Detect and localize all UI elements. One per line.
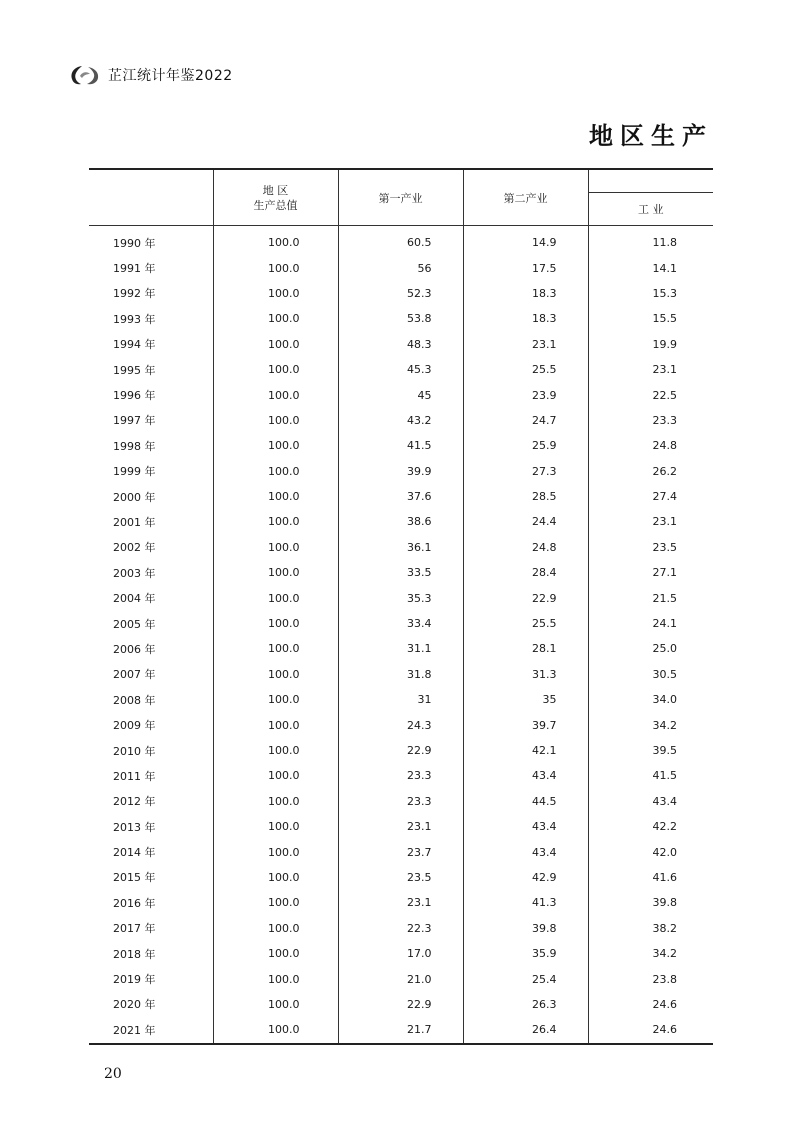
- cell-gdp: 100.0: [213, 712, 338, 737]
- cell-industry: 39.5: [588, 738, 713, 763]
- cell-gdp: 100.0: [213, 839, 338, 864]
- cell-year: 1991 年: [113, 262, 156, 276]
- cell-secondary: 39.7: [463, 712, 588, 737]
- swirl-logo-icon: [68, 63, 102, 87]
- cell-primary: 52.3: [338, 281, 463, 306]
- cell-gdp: 100.0: [213, 1017, 338, 1043]
- cell-secondary: 27.3: [463, 459, 588, 484]
- cell-gdp: 100.0: [213, 585, 338, 610]
- table-row: [89, 433, 713, 458]
- cell-gdp: 100.0: [213, 789, 338, 814]
- cell-gdp: 100.0: [213, 509, 338, 534]
- cell-primary: 33.5: [338, 560, 463, 585]
- cell-industry: 23.8: [588, 966, 713, 991]
- cell-primary: 45: [338, 382, 463, 407]
- cell-industry: 43.4: [588, 789, 713, 814]
- cell-primary: 17.0: [338, 941, 463, 966]
- cell-year: 2017 年: [113, 922, 156, 936]
- cell-industry: 27.4: [588, 484, 713, 509]
- cell-secondary: 41.3: [463, 890, 588, 915]
- book-title: 芷江统计年鉴2022: [108, 68, 233, 84]
- table-row: [89, 662, 713, 687]
- cell-gdp: 100.0: [213, 535, 338, 560]
- cell-gdp: 100.0: [213, 382, 338, 407]
- cell-primary: 53.8: [338, 306, 463, 331]
- cell-secondary: 18.3: [463, 281, 588, 306]
- cell-year: 2019 年: [113, 973, 156, 987]
- cell-primary: 23.1: [338, 890, 463, 915]
- cell-industry: 42.2: [588, 814, 713, 839]
- cell-secondary: 26.4: [463, 1017, 588, 1043]
- cell-year: 2004 年: [113, 592, 156, 606]
- table-row: [89, 382, 713, 407]
- table-row: [89, 357, 713, 382]
- cell-gdp: 100.0: [213, 890, 338, 915]
- table-row: [89, 712, 713, 737]
- cell-year: 2003 年: [113, 566, 156, 580]
- cell-gdp: 100.0: [213, 560, 338, 585]
- cell-primary: 22.9: [338, 738, 463, 763]
- cell-industry: 15.3: [588, 281, 713, 306]
- table-row: [89, 890, 713, 915]
- cell-year: 2011 年: [113, 769, 156, 783]
- cell-primary: 31: [338, 687, 463, 712]
- table-row: [89, 560, 713, 585]
- cell-secondary: 25.5: [463, 611, 588, 636]
- cell-secondary: 25.9: [463, 433, 588, 458]
- cell-industry: 34.0: [588, 687, 713, 712]
- header-region-line1: 地 区: [262, 183, 289, 197]
- cell-industry: 39.8: [588, 890, 713, 915]
- header-region-gdp: [213, 169, 338, 226]
- cell-gdp: 100.0: [213, 433, 338, 458]
- cell-year: 1993 年: [113, 312, 156, 326]
- cell-primary: 31.8: [338, 662, 463, 687]
- table-row: [89, 738, 713, 763]
- table-row: [89, 332, 713, 357]
- cell-primary: 23.3: [338, 789, 463, 814]
- cell-secondary: 24.8: [463, 535, 588, 560]
- table-row: [89, 814, 713, 839]
- cell-industry: 38.2: [588, 916, 713, 941]
- cell-primary: 24.3: [338, 712, 463, 737]
- table-row: [89, 992, 713, 1017]
- cell-industry: 30.5: [588, 662, 713, 687]
- cell-gdp: 100.0: [213, 484, 338, 509]
- cell-primary: 36.1: [338, 535, 463, 560]
- cell-year: 1994 年: [113, 338, 156, 352]
- table-body: [89, 226, 713, 1044]
- cell-year: 2018 年: [113, 947, 156, 961]
- table-row: [89, 611, 713, 636]
- cell-industry: 41.5: [588, 763, 713, 788]
- cell-gdp: 100.0: [213, 992, 338, 1017]
- cell-industry: 41.6: [588, 865, 713, 890]
- cell-primary: 33.4: [338, 611, 463, 636]
- cell-gdp: 100.0: [213, 966, 338, 991]
- cell-secondary: 35: [463, 687, 588, 712]
- table-row: [89, 484, 713, 509]
- cell-secondary: 42.9: [463, 865, 588, 890]
- cell-primary: 23.7: [338, 839, 463, 864]
- cell-industry: 26.2: [588, 459, 713, 484]
- cell-secondary: 25.5: [463, 357, 588, 382]
- cell-year: 2014 年: [113, 846, 156, 860]
- cell-industry: 22.5: [588, 382, 713, 407]
- table-row: [89, 966, 713, 991]
- cell-year: 2001 年: [113, 515, 156, 529]
- cell-secondary: 23.9: [463, 382, 588, 407]
- cell-year: 1996 年: [113, 389, 156, 403]
- cell-secondary: 28.1: [463, 636, 588, 661]
- cell-primary: 60.5: [338, 226, 463, 256]
- stub-header: [89, 169, 213, 226]
- cell-year: 1990 年: [113, 236, 156, 250]
- cell-secondary: 35.9: [463, 941, 588, 966]
- cell-gdp: 100.0: [213, 611, 338, 636]
- table-row: [89, 281, 713, 306]
- cell-secondary: 43.4: [463, 814, 588, 839]
- cell-primary: 23.1: [338, 814, 463, 839]
- cell-secondary: 39.8: [463, 916, 588, 941]
- cell-secondary: 44.5: [463, 789, 588, 814]
- table-row: [89, 916, 713, 941]
- cell-primary: 23.5: [338, 865, 463, 890]
- cell-secondary: 42.1: [463, 738, 588, 763]
- cell-primary: 39.9: [338, 459, 463, 484]
- cell-year: 2000 年: [113, 490, 156, 504]
- cell-gdp: 100.0: [213, 763, 338, 788]
- cell-industry: 19.9: [588, 332, 713, 357]
- cell-year: 2012 年: [113, 795, 156, 809]
- header-secondary: 第二产业: [463, 169, 588, 226]
- cell-secondary: 43.4: [463, 839, 588, 864]
- table-row: [89, 509, 713, 534]
- cell-primary: 21.0: [338, 966, 463, 991]
- cell-gdp: 100.0: [213, 687, 338, 712]
- cell-industry: 34.2: [588, 712, 713, 737]
- cell-secondary: 26.3: [463, 992, 588, 1017]
- cell-industry: 23.5: [588, 535, 713, 560]
- cell-gdp: 100.0: [213, 332, 338, 357]
- cell-gdp: 100.0: [213, 814, 338, 839]
- cell-primary: 23.3: [338, 763, 463, 788]
- cell-industry: 21.5: [588, 585, 713, 610]
- cell-primary: 41.5: [338, 433, 463, 458]
- page-number: 20: [104, 1066, 122, 1082]
- cell-year: 1997 年: [113, 414, 156, 428]
- table-row: [89, 1017, 713, 1043]
- table-row: [89, 226, 713, 256]
- cell-primary: 21.7: [338, 1017, 463, 1043]
- cell-gdp: 100.0: [213, 306, 338, 331]
- table-row: [89, 687, 713, 712]
- cell-primary: 35.3: [338, 585, 463, 610]
- cell-industry: 34.2: [588, 941, 713, 966]
- cell-secondary: 22.9: [463, 585, 588, 610]
- cell-gdp: 100.0: [213, 255, 338, 280]
- cell-secondary: 28.5: [463, 484, 588, 509]
- cell-gdp: 100.0: [213, 459, 338, 484]
- cell-primary: 43.2: [338, 408, 463, 433]
- header-secondary-sub-spacer: [588, 169, 713, 193]
- gdp-composition-table-wrap: [89, 168, 713, 1045]
- cell-industry: 14.1: [588, 255, 713, 280]
- cell-year: 2013 年: [113, 820, 156, 834]
- cell-industry: 42.0: [588, 839, 713, 864]
- cell-primary: 48.3: [338, 332, 463, 357]
- cell-year: 2006 年: [113, 642, 156, 656]
- cell-gdp: 100.0: [213, 941, 338, 966]
- table-row: [89, 839, 713, 864]
- cell-secondary: 14.9: [463, 226, 588, 256]
- cell-gdp: 100.0: [213, 662, 338, 687]
- cell-industry: 24.6: [588, 1017, 713, 1043]
- table-row: [89, 306, 713, 331]
- table-row: [89, 865, 713, 890]
- cell-primary: 22.3: [338, 916, 463, 941]
- cell-secondary: 28.4: [463, 560, 588, 585]
- table-row: [89, 408, 713, 433]
- cell-gdp: 100.0: [213, 357, 338, 382]
- cell-gdp: 100.0: [213, 226, 338, 256]
- cell-gdp: 100.0: [213, 738, 338, 763]
- cell-industry: 27.1: [588, 560, 713, 585]
- gdp-composition-table: [89, 168, 713, 1045]
- cell-primary: 38.6: [338, 509, 463, 534]
- table-row: [89, 636, 713, 661]
- cell-primary: 45.3: [338, 357, 463, 382]
- cell-secondary: 24.7: [463, 408, 588, 433]
- cell-gdp: 100.0: [213, 636, 338, 661]
- cell-year: 1999 年: [113, 465, 156, 479]
- cell-year: 2005 年: [113, 617, 156, 631]
- cell-year: 2020 年: [113, 998, 156, 1012]
- cell-year: 2016 年: [113, 896, 156, 910]
- cell-secondary: 43.4: [463, 763, 588, 788]
- cell-year: 2002 年: [113, 541, 156, 555]
- cell-year: 2007 年: [113, 668, 156, 682]
- cell-industry: 23.1: [588, 509, 713, 534]
- header-industry: 工 业: [588, 193, 713, 226]
- cell-year: 1998 年: [113, 439, 156, 453]
- header-region-line2: 生产总值: [253, 198, 298, 212]
- table-row: [89, 459, 713, 484]
- cell-year: 2021 年: [89, 1017, 213, 1043]
- cell-secondary: 25.4: [463, 966, 588, 991]
- cell-primary: 31.1: [338, 636, 463, 661]
- table-row: [89, 535, 713, 560]
- cell-secondary: 24.4: [463, 509, 588, 534]
- cell-primary: 22.9: [338, 992, 463, 1017]
- cell-industry: 24.1: [588, 611, 713, 636]
- cell-year: 2015 年: [113, 871, 156, 885]
- cell-gdp: 100.0: [213, 916, 338, 941]
- cell-gdp: 100.0: [213, 865, 338, 890]
- cell-industry: 24.6: [588, 992, 713, 1017]
- table-row: [89, 941, 713, 966]
- cell-secondary: 31.3: [463, 662, 588, 687]
- cell-gdp: 100.0: [213, 408, 338, 433]
- header-primary: 第一产业: [338, 169, 463, 226]
- cell-year: 2010 年: [113, 744, 156, 758]
- cell-year: 1995 年: [113, 363, 156, 377]
- cell-year: 1992 年: [113, 287, 156, 301]
- cell-industry: 24.8: [588, 433, 713, 458]
- cell-primary: 56: [338, 255, 463, 280]
- cell-industry: 15.5: [588, 306, 713, 331]
- cell-industry: 11.8: [588, 226, 713, 256]
- table-row: [89, 789, 713, 814]
- page-header: [68, 62, 233, 88]
- table-row: [89, 255, 713, 280]
- cell-secondary: 18.3: [463, 306, 588, 331]
- cell-gdp: 100.0: [213, 281, 338, 306]
- cell-industry: 23.1: [588, 357, 713, 382]
- table-row: [89, 585, 713, 610]
- table-row: [89, 763, 713, 788]
- cell-secondary: 17.5: [463, 255, 588, 280]
- cell-year: 2009 年: [113, 719, 156, 733]
- cell-industry: 25.0: [588, 636, 713, 661]
- cell-industry: 23.3: [588, 408, 713, 433]
- cell-secondary: 23.1: [463, 332, 588, 357]
- cell-primary: 37.6: [338, 484, 463, 509]
- section-title: 地区生产: [589, 121, 713, 150]
- cell-year: 2008 年: [113, 693, 156, 707]
